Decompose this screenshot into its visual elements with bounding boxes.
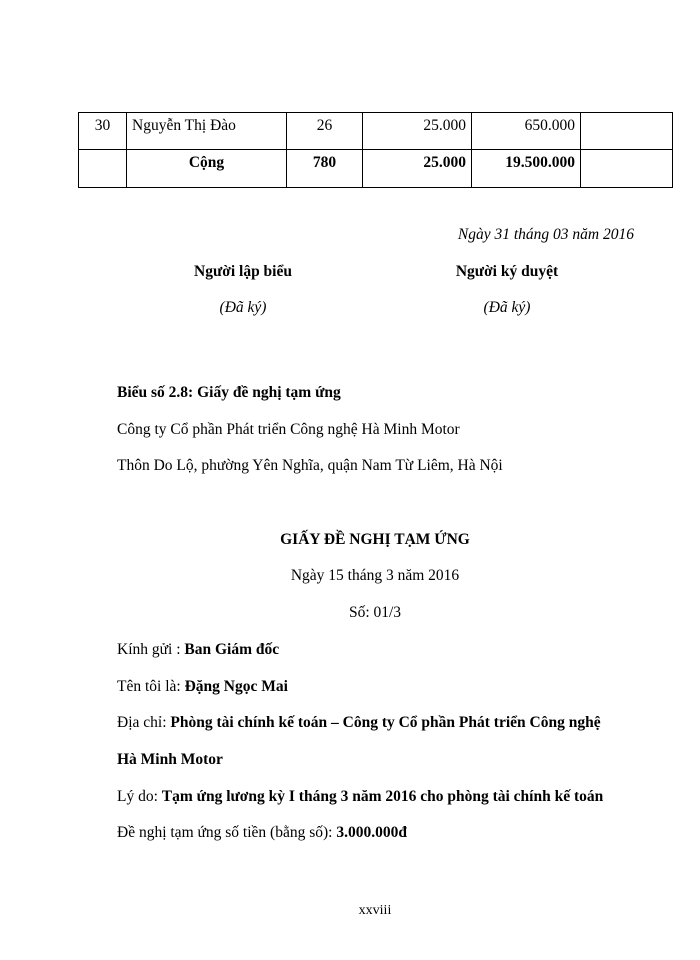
table-row — [79, 113, 673, 150]
document-title: GIẤY ĐỀ NGHỊ TẠM ỨNG — [280, 531, 470, 548]
reason-value: Tạm ứng lương kỳ I tháng 3 năm 2016 cho phòng tài chính kế toán — [161, 788, 604, 805]
signature-date: Ngày 31 tháng 03 năm 2016 — [457, 226, 634, 243]
name-line — [117, 678, 288, 696]
to-label: Kính gửi : — [117, 641, 181, 658]
reason-label: Lý do: — [117, 788, 158, 805]
cell-total-stt — [79, 150, 127, 188]
cell-qty: 26 — [287, 113, 363, 150]
table-total-row — [79, 150, 673, 188]
reason-line — [117, 788, 603, 806]
salary-table — [78, 112, 673, 188]
to-value: Ban Giám đốc — [184, 641, 280, 658]
approver-status: (Đã ký) — [483, 299, 531, 316]
cell-total-price: 25.000 — [363, 150, 472, 188]
address-label: Địa chỉ: — [117, 714, 167, 731]
document-number: Số: 01/3 — [348, 604, 402, 621]
preparer-title: Người lập biểu — [194, 263, 292, 280]
address-line — [117, 714, 601, 732]
page-number: xxviii — [358, 903, 392, 918]
cell-total-amount: 19.500.000 — [472, 150, 581, 188]
cell-price: 25.000 — [363, 113, 472, 150]
amount-value: 3.000.000đ — [336, 824, 407, 841]
document-date: Ngày 15 tháng 3 năm 2016 — [290, 567, 460, 584]
amount-line — [117, 824, 407, 842]
name-label: Tên tôi là: — [117, 678, 181, 695]
cell-total-qty: 780 — [287, 150, 363, 188]
cell-amount: 650.000 — [472, 113, 581, 150]
company-address: Thôn Do Lộ, phường Yên Nghĩa, quận Nam Từ Liêm, Hà Nội — [117, 457, 503, 474]
approver-title: Người ký duyệt — [455, 263, 559, 280]
address-value-2: Hà Minh Motor — [117, 751, 223, 768]
company-name: Công ty Cổ phần Phát triển Công nghệ Hà Minh Motor — [117, 421, 460, 438]
preparer-status: (Đã ký) — [219, 299, 267, 316]
form-caption: Biểu số 2.8: Giấy đề nghị tạm ứng — [117, 384, 341, 401]
to-line — [117, 641, 279, 659]
amount-label: Đề nghị tạm ứng số tiền (bằng số): — [117, 824, 333, 841]
address-value-1: Phòng tài chính kế toán – Công ty Cổ phần Phát triển Công nghệ — [170, 714, 601, 731]
cell-stt: 30 — [79, 113, 127, 150]
cell-note — [581, 113, 673, 150]
cell-total-label: Cộng — [127, 150, 287, 188]
name-value: Đặng Ngọc Mai — [184, 678, 288, 695]
cell-name: Nguyễn Thị Đào — [127, 113, 287, 150]
cell-total-note — [581, 150, 673, 188]
